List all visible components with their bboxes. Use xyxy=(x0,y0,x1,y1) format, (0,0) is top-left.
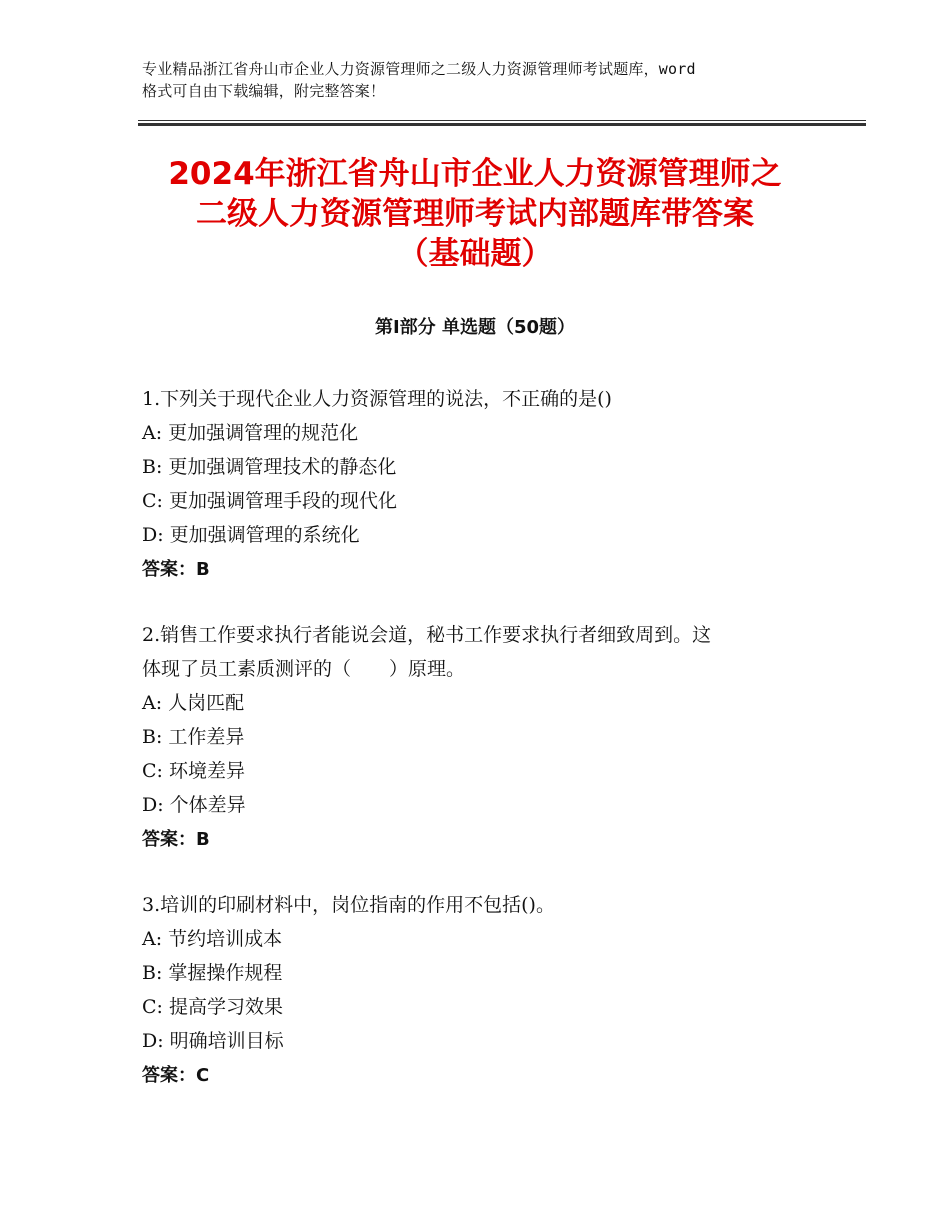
header-note-line-1: 专业精品浙江省舟山市企业人力资源管理师之二级人力资源管理师考试题库，word xyxy=(142,60,696,78)
question-stem: 2.销售工作要求执行者能说会道，秘书工作要求执行者细致周到。这 xyxy=(142,624,712,646)
option-a: A: 节约培训成本 xyxy=(142,928,283,950)
question-2 xyxy=(142,618,832,858)
option-b: B: 工作差异 xyxy=(142,726,245,748)
question-stem: 3.培训的印刷材料中，岗位指南的作用不包括()。 xyxy=(142,894,555,916)
answer: 答案：B xyxy=(142,829,210,850)
question-1 xyxy=(142,382,832,588)
header-note-line-2: 格式可自由下载编辑，附完整答案！ xyxy=(142,82,386,100)
question-stem-continued: 体现了员工素质测评的（ ）原理。 xyxy=(142,658,466,680)
header-note xyxy=(142,58,832,102)
question-3 xyxy=(142,888,832,1094)
option-c: C: 更加强调管理手段的现代化 xyxy=(142,490,397,512)
question-stem: 1.下列关于现代企业人力资源管理的说法，不正确的是() xyxy=(142,388,612,410)
option-c: C: 环境差异 xyxy=(142,760,245,782)
document-title-line-3: （基础题） xyxy=(397,236,553,272)
document-title-line-1: 2024年浙江省舟山市企业人力资源管理师之 xyxy=(168,156,782,192)
document-title xyxy=(100,154,850,274)
option-d: D: 明确培训目标 xyxy=(142,1030,284,1052)
option-d: D: 更加强调管理的系统化 xyxy=(142,524,360,546)
answer: 答案：C xyxy=(142,1065,210,1086)
option-a: A: 人岗匹配 xyxy=(142,692,245,714)
header-divider-thick xyxy=(138,123,866,126)
question-list xyxy=(142,382,832,1124)
option-c: C: 提高学习效果 xyxy=(142,996,283,1018)
header-divider-thin xyxy=(138,120,866,121)
answer: 答案：B xyxy=(142,559,210,580)
option-b: B: 掌握操作规程 xyxy=(142,962,283,984)
section-heading: 第Ⅰ部分 单选题（50题） xyxy=(374,317,575,338)
document-title-line-2: 二级人力资源管理师考试内部题库带答案 xyxy=(196,196,754,232)
option-d: D: 个体差异 xyxy=(142,794,246,816)
option-b: B: 更加强调管理技术的静态化 xyxy=(142,456,397,478)
option-a: A: 更加强调管理的规范化 xyxy=(142,422,359,444)
